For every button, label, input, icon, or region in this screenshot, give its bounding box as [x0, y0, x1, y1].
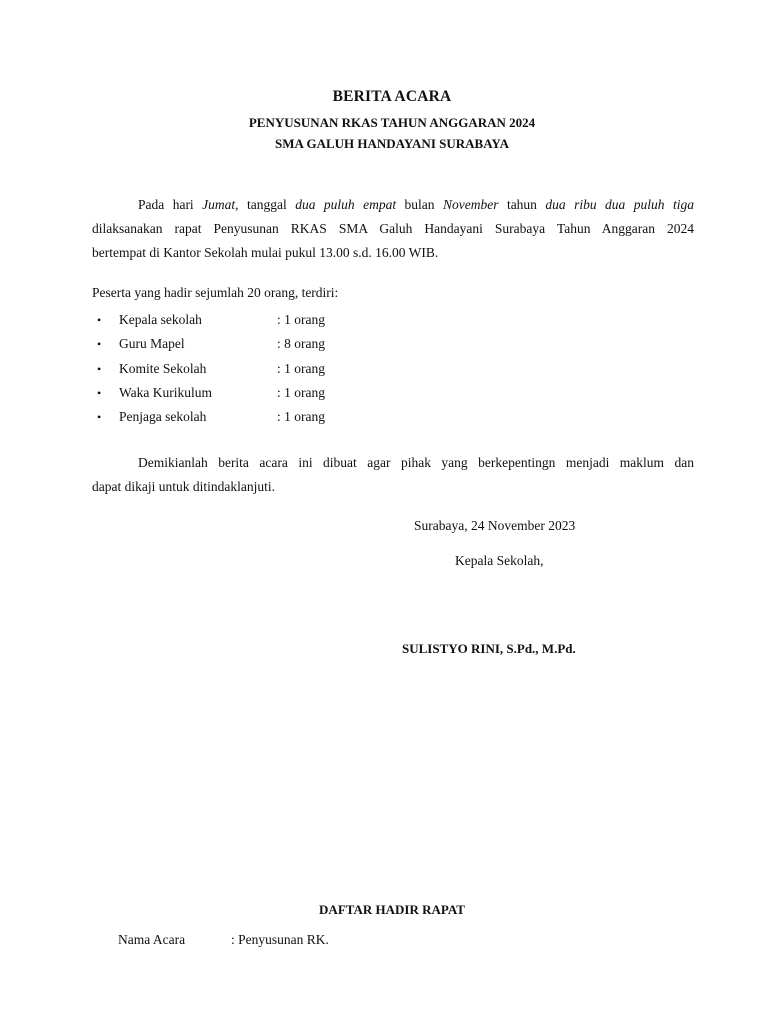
event-name-label: Nama Acara [118, 932, 186, 947]
attendee-count: : 1 orang [277, 312, 325, 327]
event-name-value: : Penyusunan RK. [231, 932, 329, 947]
place-date: Surabaya, 24 November 2023 [414, 518, 576, 533]
event-name-row [118, 932, 329, 948]
bullet-icon: • [97, 361, 102, 376]
attendee-label: Waka Kurikulum [119, 384, 213, 400]
closing-line-2: dapat dikaji untuk ditindaklanjuti. [92, 479, 275, 494]
meeting-month: November [443, 197, 499, 212]
attendee-count: : 1 orang [277, 409, 325, 425]
bullet-icon: • [97, 385, 102, 400]
attendee-count: : 1 orang [277, 384, 325, 400]
attendees-intro: Peserta yang hadir sejumlah 20 orang, terdiri: [92, 285, 339, 300]
attendee-label: Kepala sekolah [119, 312, 202, 327]
opening-line-1: Pada hari Jumat, tanggal dua puluh empat bulan November tahun dua ribu dua puluh tiga [138, 197, 694, 212]
attendee-label: Penjaga sekolah [119, 409, 207, 425]
bullet-icon: • [97, 313, 102, 327]
meeting-year-words: dua ribu dua puluh tiga [545, 197, 694, 212]
closing-line-1: Demikianlah berita acara ini dibuat agar pihak yang berkepentingn menjadi maklum dan [138, 455, 694, 470]
closing-paragraph [92, 451, 694, 499]
document-subtitle-2: SMA GALUH HANDAYANI SURABAYA [275, 136, 509, 151]
attendee-count: : 8 orang [277, 336, 325, 352]
attendee-count: : 1 orang [277, 360, 325, 376]
bullet-icon: • [97, 410, 102, 425]
document-subtitle-1: PENYUSUNAN RKAS TAHUN ANGGARAN 2024 [248, 115, 536, 130]
attendee-label: Komite Sekolah [119, 360, 207, 376]
signer-name: SULISTYO RINI, S.Pd., M.Pd. [402, 641, 576, 656]
opening-line-2: dilaksanakan rapat Penyusunan RKAS SMA Galuh Handayani Surabaya Tahun Anggaran 2024 [92, 221, 694, 236]
document-title: BERITA ACARA [332, 88, 452, 105]
meeting-day: Jumat [202, 197, 236, 212]
attendance-title: DAFTAR HADIR RAPAT [319, 902, 465, 917]
opening-line-3: bertempat di Kantor Sekolah mulai pukul 13.00 s.d. 16.00 WIB. [92, 245, 439, 260]
opening-paragraph [92, 193, 694, 265]
bullet-icon: • [97, 337, 102, 352]
meeting-date-words: dua puluh empat [295, 197, 397, 212]
signer-role: Kepala Sekolah, [455, 553, 544, 568]
attendee-label: Guru Mapel [119, 336, 185, 352]
